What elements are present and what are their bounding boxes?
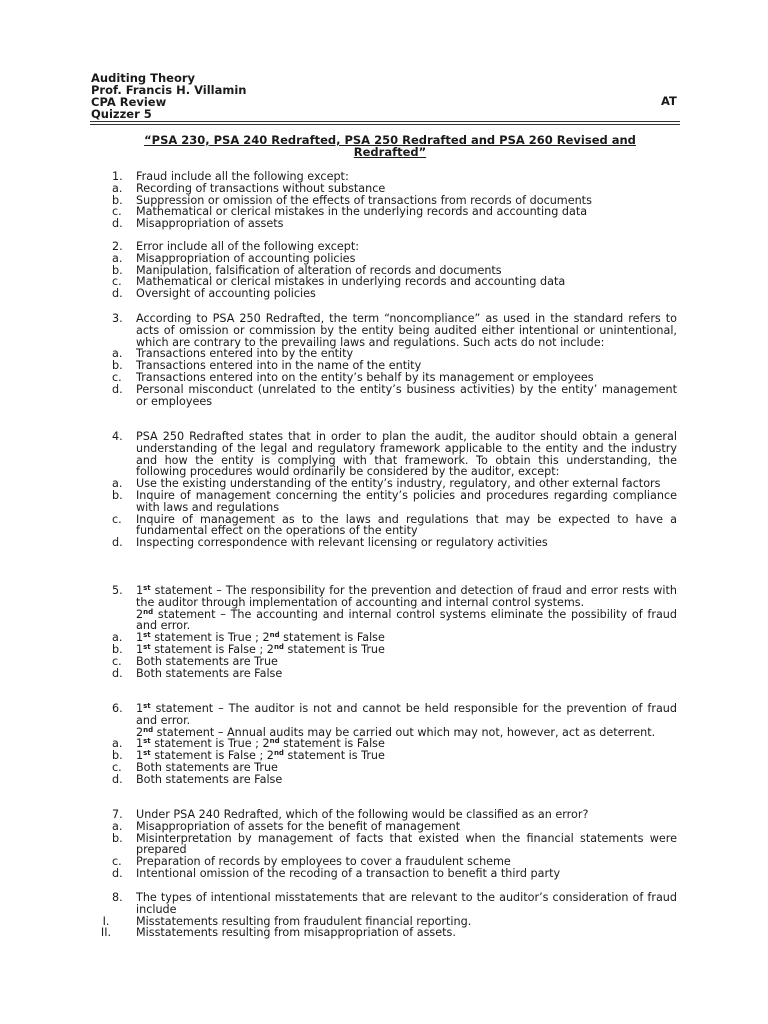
title-line-2: Redrafted” xyxy=(353,145,427,160)
question-text: PSA 250 Redrafted states that in order to plan the audit, the auditor should obtain a general understanding of the legal and regulatory framework applicable to the entity and the industry and how the entity is complying with that framework. To obtain this understanding, the following procedures would ordinarily be considered by the auditor, except: xyxy=(136,430,677,479)
statement-text: statement – The auditor is not and cannot be held responsible for the prevention of fraud and error. xyxy=(136,702,677,727)
header-rule-bottom xyxy=(90,124,680,125)
option-letter: d. xyxy=(112,536,123,550)
option-letter: c. xyxy=(112,205,122,219)
option-text: 1st statement is False ; 2nd statement is True xyxy=(136,642,385,656)
option-text: Preparation of records by employees to cover a fraudulent scheme xyxy=(136,855,511,869)
question-4 xyxy=(112,431,677,549)
question-text: Fraud include all the following except: xyxy=(136,170,349,183)
statement-2 xyxy=(136,609,677,633)
question-8 xyxy=(100,891,677,940)
question-number: 4. xyxy=(112,430,123,443)
option-letter: d. xyxy=(112,382,123,396)
option-letter: b. xyxy=(112,749,123,763)
ordinal: 1 xyxy=(136,702,144,715)
option xyxy=(112,668,677,680)
ordinal-suffix: st xyxy=(143,584,151,592)
option xyxy=(112,384,677,408)
ordinal-suffix: nd xyxy=(143,607,154,616)
option-letter: a. xyxy=(112,631,123,645)
option-letter: c. xyxy=(112,512,122,526)
question-7 xyxy=(112,809,677,880)
option-text: Misappropriation of assets for the benefit of management xyxy=(136,819,461,833)
option xyxy=(112,537,677,549)
subject-code: AT xyxy=(661,94,677,108)
option-letter: a. xyxy=(112,181,123,195)
question-2 xyxy=(112,241,677,300)
option-letter: a. xyxy=(112,819,123,833)
roman-numeral: II. xyxy=(100,926,112,940)
option-text: Both statements are True xyxy=(136,760,278,774)
option-text: Oversight of accounting policies xyxy=(136,287,316,301)
option-letter: d. xyxy=(112,666,123,680)
option-text: Mathematical or clerical mistakes in underlying records and accounting data xyxy=(136,275,566,289)
ordinal: 1 xyxy=(136,584,144,597)
option-letter: d. xyxy=(112,772,123,786)
question-text: The types of intentional misstatements that are relevant to the auditor’s consideration of fraud include xyxy=(136,891,677,916)
option-letter: b. xyxy=(112,263,123,277)
ordinal: 2 xyxy=(136,607,144,621)
option-text: Personal misconduct (unrelated to the entity’s business activities) by the entity’ management or employees xyxy=(136,382,677,408)
question-number: 1. xyxy=(112,170,123,183)
question-number: 7. xyxy=(112,808,123,821)
option-letter: a. xyxy=(112,737,123,751)
option-letter: b. xyxy=(112,642,123,656)
question-number: 6. xyxy=(112,702,123,715)
statement-text: statement – Annual audits may be carried out which may not, however, act as deterrent. xyxy=(153,725,656,739)
option-text: Use the existing understanding of the entity’s industry, regulatory, and other external factors xyxy=(136,477,661,491)
ordinal-suffix: st xyxy=(143,702,151,710)
option-letter: c. xyxy=(112,855,122,869)
option-text: Misinterpretation by management of facts that existed when the financial statements were prepared xyxy=(136,831,677,857)
option-letter: b. xyxy=(112,488,123,502)
option xyxy=(112,833,677,857)
question-5 xyxy=(112,585,677,679)
question-text: Error include all of the following except: xyxy=(136,240,360,253)
question-1 xyxy=(112,171,677,230)
option-letter: b. xyxy=(112,831,123,845)
option xyxy=(112,656,677,668)
option-letter: b. xyxy=(112,359,123,373)
option-text: Transactions entered into on the entity’s behalf by its management or employees xyxy=(136,370,594,384)
option-text: Transactions entered into by the entity xyxy=(136,347,354,361)
option xyxy=(112,514,677,538)
subject-heading: Auditing Theory xyxy=(91,71,196,85)
option-text: Inspecting correspondence with relevant licensing or regulatory activities xyxy=(136,536,548,550)
option xyxy=(112,774,677,786)
roman-numeral: I. xyxy=(102,914,110,928)
option-text: 1st statement is True ; 2nd statement is False xyxy=(136,737,385,751)
option-text: Suppression or omission of the effects of transactions from records of documents xyxy=(136,193,592,207)
option-text: Recording of transactions without substance xyxy=(136,181,386,195)
question-number: 2. xyxy=(112,240,123,253)
option-letter: a. xyxy=(112,347,123,361)
option xyxy=(112,868,677,880)
option xyxy=(112,372,677,384)
option xyxy=(112,490,677,514)
option xyxy=(112,821,677,833)
option xyxy=(112,218,677,230)
option-text: 1st statement is True ; 2nd statement is False xyxy=(136,631,385,645)
statement-1 xyxy=(136,585,677,609)
option-letter: d. xyxy=(112,866,123,880)
option-letter: c. xyxy=(112,275,122,289)
question-number: 3. xyxy=(112,312,123,325)
option-letter: d. xyxy=(112,287,123,301)
option-letter: a. xyxy=(112,477,123,491)
roman-item xyxy=(76,927,676,939)
option-letter: c. xyxy=(112,654,122,668)
option-text: Intentional omission of the recoding of a transaction to benefit a third party xyxy=(136,866,561,880)
question-text: According to PSA 250 Redrafted, the term “noncompliance” as used in the standard refers to acts of omission or commission by the entity being audited either intentional or unintentional, which are contrary to the prevailing laws and regulations. Such acts do not include: xyxy=(136,312,677,349)
option-letter: c. xyxy=(112,760,122,774)
option-letter: b. xyxy=(112,193,123,207)
option xyxy=(112,183,677,195)
option-text: Mathematical or clerical mistakes in the underlying records and accounting data xyxy=(136,205,588,219)
option-text: Inquire of management as to the laws and regulations that may be expected to have a fundamental effect on the operations of the entity xyxy=(136,512,677,538)
professor-heading: Prof. Francis H. Villamin xyxy=(91,83,247,97)
option-text: Inquire of management concerning the entity’s policies and procedures regarding compliance with laws and regulations xyxy=(136,488,677,514)
option xyxy=(112,644,677,656)
page-title xyxy=(110,134,670,158)
question-number: 8. xyxy=(112,891,123,904)
question-6 xyxy=(112,703,677,786)
option-text: Both statements are False xyxy=(136,772,283,786)
option-text: Misappropriation of assets xyxy=(136,217,284,231)
question-number: 5. xyxy=(112,584,123,597)
course-heading: CPA Review xyxy=(91,95,167,109)
option-text: Both statements are True xyxy=(136,654,278,668)
option xyxy=(112,762,677,774)
statement-1 xyxy=(136,703,677,727)
statement-text: statement – The accounting and internal control systems eliminate the possibility of fraud and error. xyxy=(136,607,677,633)
option-text: Transactions entered into in the name of the entity xyxy=(136,359,422,373)
roman-item-text: Misstatements resulting from misappropriation of assets. xyxy=(136,926,456,940)
option-letter: c. xyxy=(112,370,122,384)
option-text: Both statements are False xyxy=(136,666,283,680)
title-line-1: “PSA 230, PSA 240 Redrafted, PSA 250 Redrafted and PSA 260 Revised and xyxy=(144,133,636,147)
option-text: Misappropriation of accounting policies xyxy=(136,251,356,265)
roman-item-text: Misstatements resulting from fraudulent financial reporting. xyxy=(136,914,472,928)
option xyxy=(112,288,677,300)
ordinal-suffix: nd xyxy=(143,725,154,734)
statement-text: statement – The responsibility for the prevention and detection of fraud and error rests with the auditor through implementation of accounting and internal control systems. xyxy=(136,584,677,609)
option-text: Manipulation, falsification of alteration of records and documents xyxy=(136,263,502,277)
ordinal: 2 xyxy=(136,725,144,739)
option-letter: a. xyxy=(112,251,123,265)
option xyxy=(112,253,677,265)
option-text: 1st statement is False ; 2nd statement is True xyxy=(136,749,385,763)
question-text: Under PSA 240 Redrafted, which of the following would be classified as an error? xyxy=(136,808,589,821)
question-3 xyxy=(112,313,677,407)
quiz-heading: Quizzer 5 xyxy=(91,107,152,121)
header-rule-top xyxy=(90,121,680,122)
option-letter: d. xyxy=(112,217,123,231)
